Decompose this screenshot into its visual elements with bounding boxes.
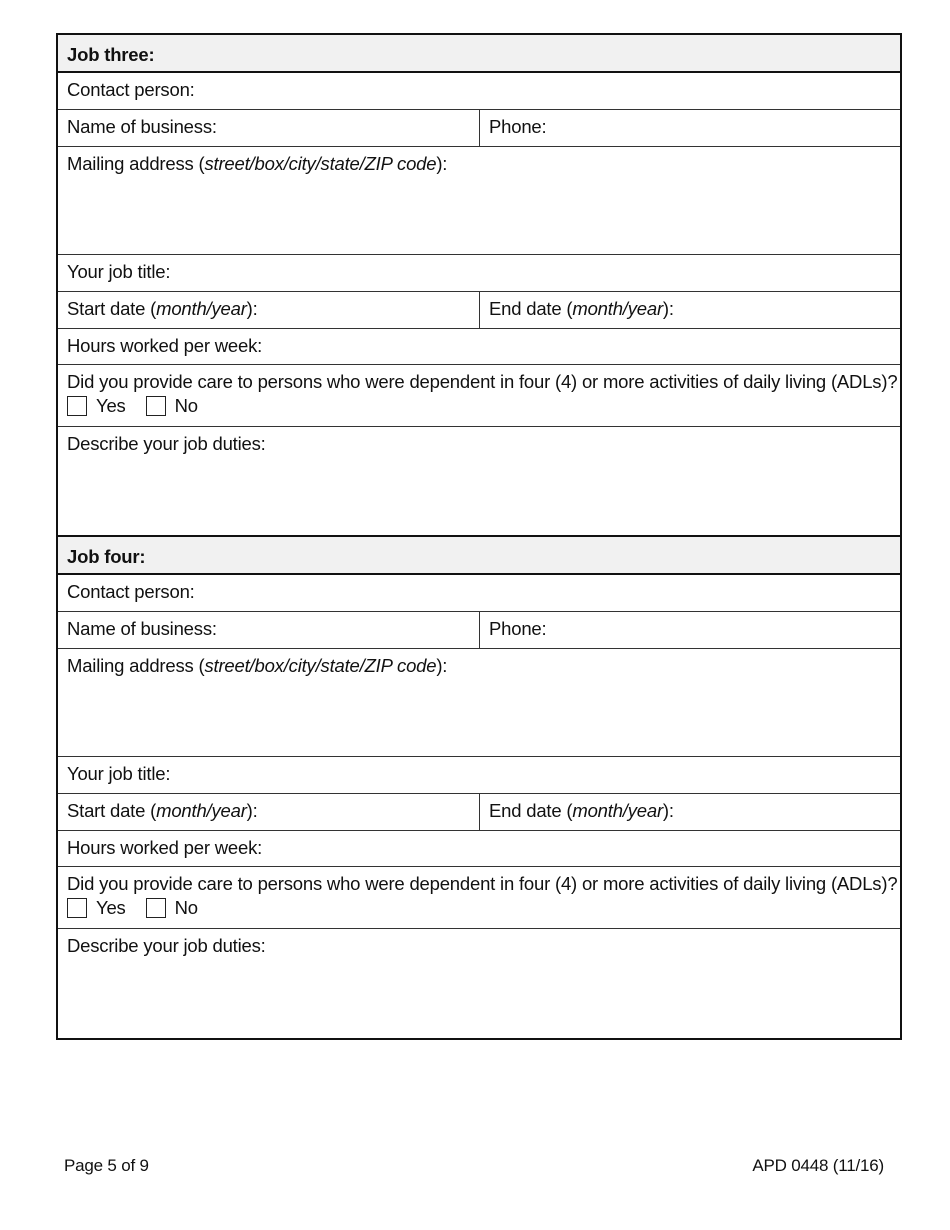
hours-row xyxy=(58,329,900,365)
job-duties-field[interactable]: Describe your job duties: xyxy=(67,935,266,956)
adl-yes-option[interactable] xyxy=(67,395,126,417)
start-date-label-end: ): xyxy=(246,298,258,319)
end-date-field[interactable] xyxy=(480,794,900,830)
contact-person-row xyxy=(58,575,900,612)
start-date-hint: month/year xyxy=(156,298,247,319)
mailing-address-label-end: ): xyxy=(436,153,448,174)
adl-no-option[interactable] xyxy=(146,395,198,417)
adl-options xyxy=(67,395,900,417)
contact-person-row xyxy=(58,73,900,110)
job-duties-field[interactable]: Describe your job duties: xyxy=(67,433,266,454)
start-date-label: Start date ( xyxy=(67,298,157,319)
dates-row xyxy=(58,292,900,329)
page-number: Page 5 of 9 xyxy=(64,1156,149,1175)
mailing-address-label: Mailing address ( xyxy=(67,153,205,174)
start-date-field[interactable] xyxy=(58,794,480,830)
duties-row xyxy=(58,427,900,535)
business-name-field[interactable]: Name of business: xyxy=(58,110,480,146)
end-date-label-end: ): xyxy=(662,800,674,821)
job-section-four xyxy=(58,535,900,1038)
mailing-address-hint: street/box/city/state/ZIP code xyxy=(204,655,437,676)
job-title-row xyxy=(58,255,900,292)
mailing-address-label-end: ): xyxy=(436,655,448,676)
start-date-label: Start date ( xyxy=(67,800,157,821)
hours-per-week-field[interactable]: Hours worked per week: xyxy=(67,837,263,858)
job-title-field[interactable]: Your job title: xyxy=(67,261,171,282)
end-date-hint: month/year xyxy=(572,298,663,319)
duties-row xyxy=(58,929,900,1038)
mailing-address-field[interactable] xyxy=(58,147,900,254)
job-section-title: Job four: xyxy=(58,537,900,575)
contact-person-field[interactable]: Contact person: xyxy=(67,581,195,602)
business-phone-row xyxy=(58,612,900,649)
adl-row xyxy=(58,365,900,427)
phone-field[interactable]: Phone: xyxy=(489,618,547,639)
mailing-address-field[interactable] xyxy=(58,649,900,756)
business-phone-row xyxy=(58,110,900,147)
no-checkbox[interactable] xyxy=(146,898,166,918)
yes-label: Yes xyxy=(96,395,126,416)
job-title-field[interactable]: Your job title: xyxy=(67,763,171,784)
job-title-row xyxy=(58,757,900,794)
mailing-address-row xyxy=(58,649,900,757)
adl-question: Did you provide care to persons who were dependent in four (4) or more activities of daily living (ADLs)? xyxy=(67,371,898,392)
mailing-address-label: Mailing address ( xyxy=(67,655,205,676)
adl-yes-option[interactable] xyxy=(67,897,126,919)
adl-options xyxy=(67,897,900,919)
phone-field[interactable]: Phone: xyxy=(489,116,547,137)
end-date-label: End date ( xyxy=(489,800,573,821)
no-label: No xyxy=(174,897,198,918)
hours-per-week-field[interactable]: Hours worked per week: xyxy=(67,335,263,356)
adl-no-option[interactable] xyxy=(146,897,198,919)
end-date-label: End date ( xyxy=(489,298,573,319)
start-date-field[interactable] xyxy=(58,292,480,328)
end-date-field[interactable] xyxy=(480,292,900,328)
hours-row xyxy=(58,831,900,867)
yes-checkbox[interactable] xyxy=(67,396,87,416)
adl-question: Did you provide care to persons who were dependent in four (4) or more activities of daily living (ADLs)? xyxy=(67,873,898,894)
end-date-label-end: ): xyxy=(662,298,674,319)
no-label: No xyxy=(174,395,198,416)
contact-person-field[interactable]: Contact person: xyxy=(67,79,195,100)
start-date-hint: month/year xyxy=(156,800,247,821)
mailing-address-hint: street/box/city/state/ZIP code xyxy=(204,153,437,174)
start-date-label-end: ): xyxy=(246,800,258,821)
no-checkbox[interactable] xyxy=(146,396,166,416)
adl-row xyxy=(58,867,900,929)
dates-row xyxy=(58,794,900,831)
job-section-title: Job three: xyxy=(58,35,900,73)
form-id: APD 0448 (11/16) xyxy=(752,1156,884,1175)
job-history-form xyxy=(56,33,902,1040)
yes-checkbox[interactable] xyxy=(67,898,87,918)
business-name-field[interactable]: Name of business: xyxy=(58,612,480,648)
mailing-address-row xyxy=(58,147,900,255)
end-date-hint: month/year xyxy=(572,800,663,821)
yes-label: Yes xyxy=(96,897,126,918)
job-section-three xyxy=(58,35,900,535)
